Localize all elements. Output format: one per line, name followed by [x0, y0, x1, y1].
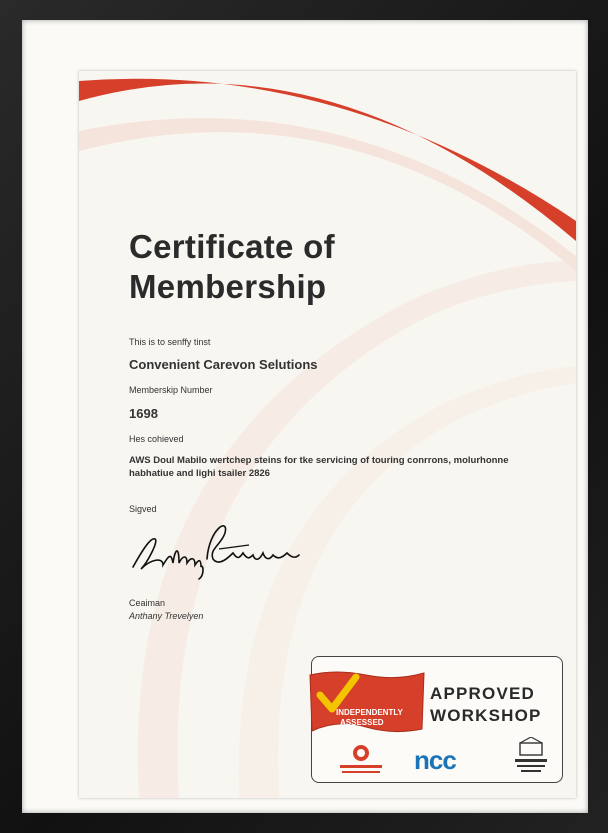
intro-text: This is to senffy tinst: [129, 337, 211, 347]
membership-number: 1698: [129, 406, 158, 421]
title-line-1: Certificate of: [129, 228, 335, 265]
ncc-logo: ncc: [414, 745, 456, 775]
workshop-label: WORKSHOP: [430, 706, 542, 725]
achievement-text: AWS Doul Mabilo wertchep steins for tke servicing of touring conrrons, molurhonne habhatiue and lighi tsailer 2826: [129, 455, 509, 479]
flag-line-1: INDEPENDENTLY: [336, 708, 403, 717]
signer-name: Anthany Trevelyen: [129, 611, 204, 621]
organisation-name: Convenient Carevon Selutions: [129, 357, 318, 372]
membership-number-label: Memberskip Number: [129, 385, 213, 395]
certificate-title: [129, 227, 335, 307]
certificate-paper: [79, 71, 576, 798]
approved-workshop-text: [430, 683, 558, 727]
approved-label: APPROVED: [430, 684, 536, 703]
frame-mat: [22, 20, 588, 813]
motorhome-association-logo-icon: [512, 737, 550, 777]
approved-workshop-badge: [311, 656, 563, 783]
signer-title: Ceaiman: [129, 598, 166, 608]
independently-assessed-flag: [306, 667, 428, 737]
achieved-label: Hes cohieved: [129, 434, 184, 444]
caravan-club-logo-icon: [336, 743, 386, 777]
signed-label: Sigved: [129, 504, 157, 514]
flag-line-2: ASSESSED: [340, 718, 384, 727]
signature: [129, 519, 304, 581]
title-line-2: Membership: [129, 268, 327, 305]
